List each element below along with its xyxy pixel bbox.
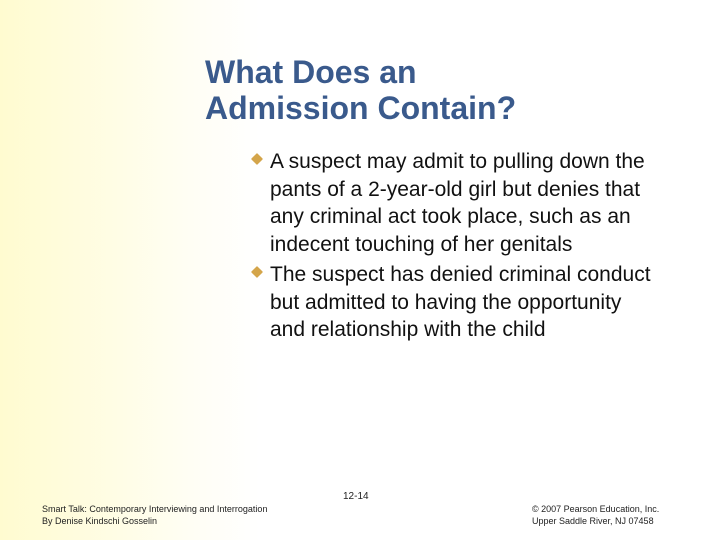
bullet-item [0,261,660,344]
bullet-item [0,148,660,258]
bullet-text: A suspect may admit to pulling down the pants of a 2-year-old girl but denies that any criminal act took place, such as an indecent touching of her genitals [270,150,645,256]
diamond-bullet-icon [251,153,263,165]
bullet-list [0,148,720,347]
footer-book-credit [42,503,267,527]
footer-copyright [532,503,659,527]
bullet-text: The suspect has denied criminal conduct but admitted to having the opportunity and relationship with the child [270,263,651,341]
footer-book-title: Smart Talk: Contemporary Interviewing and Interrogation [42,504,268,514]
footer-publisher-location: Upper Saddle River, NJ 07458 [532,516,654,526]
diamond-bullet-icon [251,266,263,278]
footer-author: By Denise Kindschi Gosselin [42,516,158,526]
title-line-2: Admission Contain? [205,90,517,126]
title-line-1: What Does an [205,54,417,90]
footer-copyright-line: © 2007 Pearson Education, Inc. [532,504,660,514]
slide-number: 12-14 [343,491,369,502]
slide-title [205,54,685,126]
